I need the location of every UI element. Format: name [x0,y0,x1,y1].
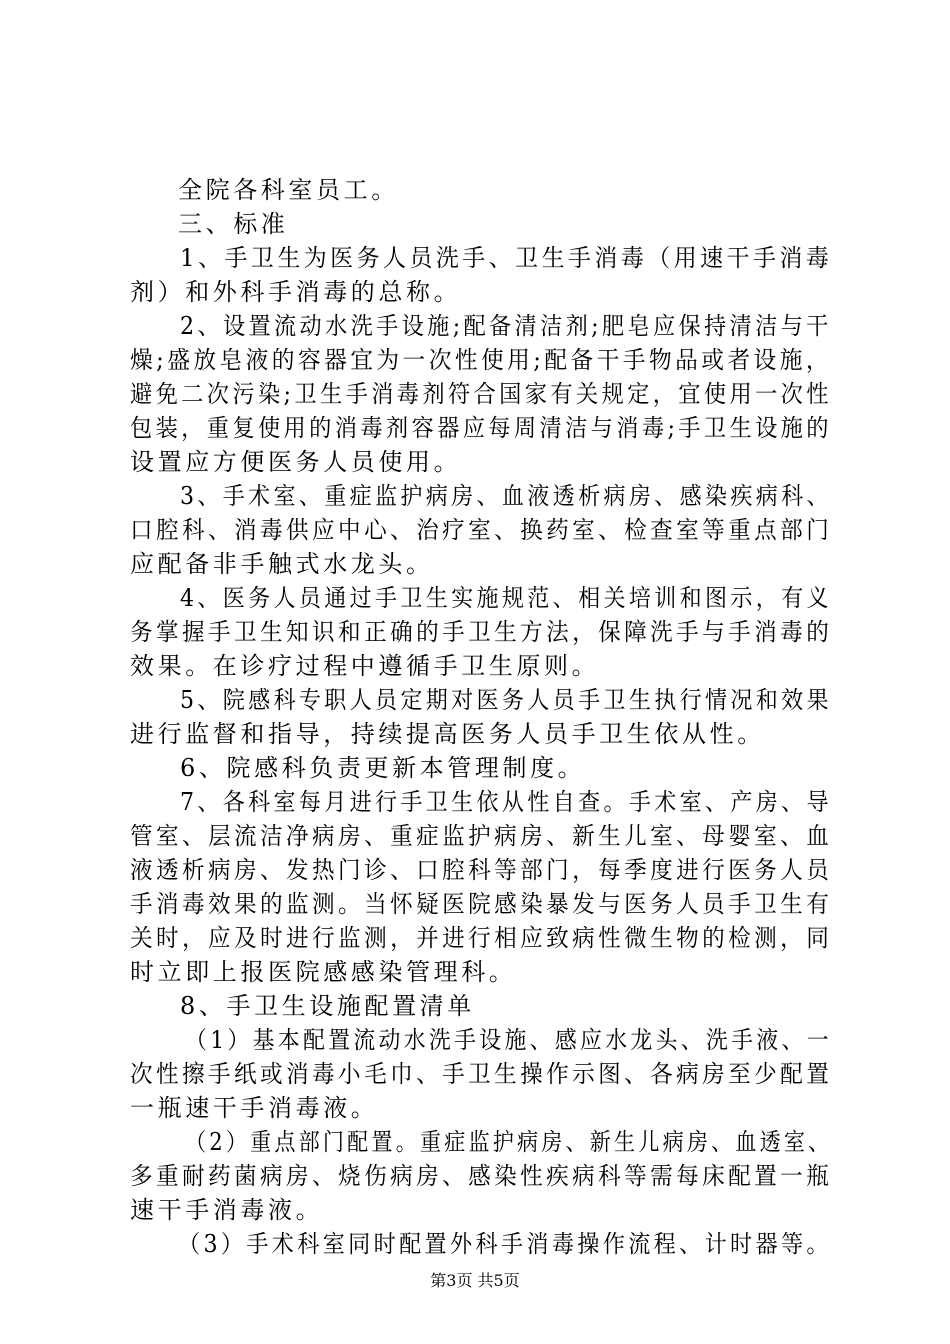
text-line: 管室、层流洁净病房、重症监护病房、新生儿室、母婴室、血 [130,822,833,850]
text-line: 5、院感科专职人员定期对医务人员手卫生执行情况和效果 [180,686,832,714]
text-line: 4、医务人员通过手卫生实施规范、相关培训和图示，有义 [180,584,832,612]
text-line: 次性擦手纸或消毒小毛巾、手卫生操作示图、各病房至少配置 [130,1060,833,1088]
text-line: 关时，应及时进行监测，并进行相应致病性微生物的检测，同 [130,924,833,952]
text-line: 避免二次污染;卫生手消毒剂符合国家有关规定，宜使用一次性 [130,380,832,408]
text-line: （2）重点部门配置。重症监护病房、新生儿病房、血透室、 [185,1128,833,1156]
text-line: 6、院感科负责更新本管理制度。 [180,754,586,782]
text-line: 剂）和外科手消毒的总称。 [130,278,462,306]
text-line: 设置应方便医务人员使用。 [130,448,462,476]
text-line: 3、手术室、重症监护病房、血液透析病房、感染疾病科、 [180,482,832,510]
section-heading: 三、标准 [178,210,289,238]
text-line: 口腔科、消毒供应中心、治疗室、换药室、检查室等重点部门 [130,516,833,544]
text-line: 全院各科室员工。 [178,176,399,204]
text-line: （3）手术科室同时配置外科手消毒操作流程、计时器等。 [178,1230,832,1258]
text-line: 时立即上报医院感感染管理科。 [130,958,517,986]
text-line: 效果。在诊疗过程中遵循手卫生原则。 [130,652,600,680]
text-line: 8、手卫生设施配置清单 [180,992,475,1020]
text-line: 多重耐药菌病房、烧伤病房、感染性疾病科等需每床配置一瓶 [130,1162,833,1190]
text-line: 7、各科室每月进行手卫生依从性自查。手术室、产房、导 [180,788,832,816]
text-line: 一瓶速干手消毒液。 [130,1094,379,1122]
text-line: （1）基本配置流动水洗手设施、感应水龙头、洗手液、一 [185,1026,832,1054]
page-footer: 第3页 共5页 [430,1271,520,1290]
text-line: 1、手卫生为医务人员洗手、卫生手消毒（用速干手消毒 [180,244,833,272]
text-line: 液透析病房、发热门诊、口腔科等部门，每季度进行医务人员 [130,856,833,884]
text-line: 进行监督和指导，持续提高医务人员手卫生依从性。 [130,720,765,748]
text-line: 2、设置流动水洗手设施;配备清洁剂;肥皂应保持清洁与干 [180,312,832,340]
text-line: 燥;盛放皂液的容器宜为一次性使用;配备干手物品或者设施， [130,346,833,374]
text-line: 包装，重复使用的消毒剂容器应每周清洁与消毒;手卫生设施的 [130,414,832,442]
text-line: 手消毒效果的监测。当怀疑医院感染暴发与医务人员手卫生有 [130,890,833,918]
text-line: 务掌握手卫生知识和正确的手卫生方法，保障洗手与手消毒的 [130,618,833,646]
text-line: 速干手消毒液。 [130,1196,324,1224]
text-line: 应配备非手触式水龙头。 [130,550,434,578]
